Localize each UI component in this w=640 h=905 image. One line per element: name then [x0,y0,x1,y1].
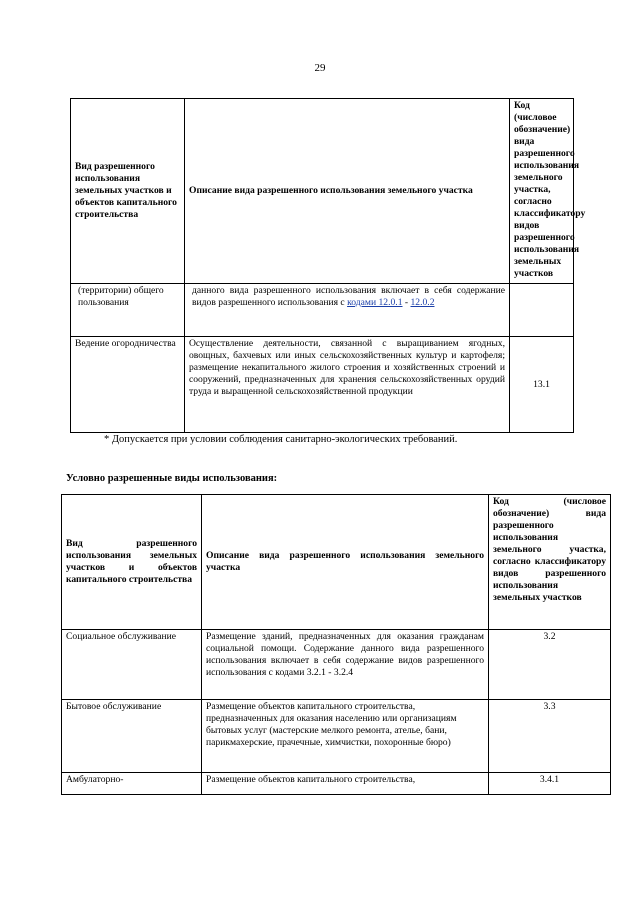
description-cell: Размещение зданий, предназначенных для оказания гражданам социальной помощи. Содержание данного вида разрешенного использования включает в себя содержание видов разрешенного использования с кодами 3.2.1 - 3.2.4 [202,630,489,700]
header-description: Описание вида разрешенного использования земельного участка [185,99,510,284]
code-separator: - [402,297,411,308]
table-row [71,337,574,433]
code-link-12-0-2[interactable]: 12.0.2 [410,297,435,308]
description-cell: Размещение объектов капитального строительства, [202,773,489,795]
code-cell: 3.3 [489,700,611,773]
table-row [62,700,611,773]
header-use-type: Вид разрешенного использования земельных участков и объектов капитального строительства [71,99,185,284]
section-title: Условно разрешенные виды использования: [66,473,278,484]
conditionally-permitted-use-table [61,494,611,795]
description-cell: Размещение объектов капитального строительства, предназначенных для оказания населению или организациям бытовых услуг (мастерские мелкого ремонта, ателье, бани, парикмахерские, прачечные, химчистки, похоронные бюро) [202,700,489,773]
page-number: 29 [314,62,326,74]
code-link-12-0-1[interactable]: кодами 12.0.1 [347,297,403,308]
use-type-cell: Ведение огородничества [71,337,185,433]
code-cell: 13.1 [510,337,574,433]
use-type-cell: Амбулаторно- [62,773,202,795]
header-code: Код (числовое обозначение) вида разрешенного использования земельного участка, согласно классификатору видов разрешенного использования земельных участков [489,495,611,630]
table-header-row [71,99,574,284]
code-cell: 3.2 [489,630,611,700]
code-cell: 3.4.1 [489,773,611,795]
table-row [71,284,574,337]
table-row [62,630,611,700]
header-code: Код (числовое обозначение) вида разрешенного использования земельного участка, согласно классификатору видов разрешенного использования земельных участков [510,99,574,284]
table-row [62,773,611,795]
use-type-cell: Бытовое обслуживание [62,700,202,773]
table-header-row [62,495,611,630]
permitted-use-table [70,98,586,433]
use-type-cell: (территории) общего пользования [71,284,185,337]
header-description: Описание вида разрешенного использования земельного участка [202,495,489,630]
description-text: данного вида разрешенного использования включает в себя содержание видов разрешенного использования с [192,285,505,308]
description-cell: Осуществление деятельности, связанной с выращиванием ягодных, овощных, бахчевых или иных сельскохозяйственных культур и картофеля; размещение некапитального жилого строения и хозяйственных строений и сооружений, предназначенных для хранения сельскохозяйственных орудий труда и выращенной сельскохозяйственной продукции [185,337,510,433]
code-cell [510,284,574,337]
header-use-type: Вид разрешенного использования земельных участков и объектов капитального строительства [62,495,202,630]
description-cell [185,284,510,337]
footnote: * Допускается при условии соблюдения санитарно-экологических требований. [104,434,458,445]
use-type-cell: Социальное обслуживание [62,630,202,700]
